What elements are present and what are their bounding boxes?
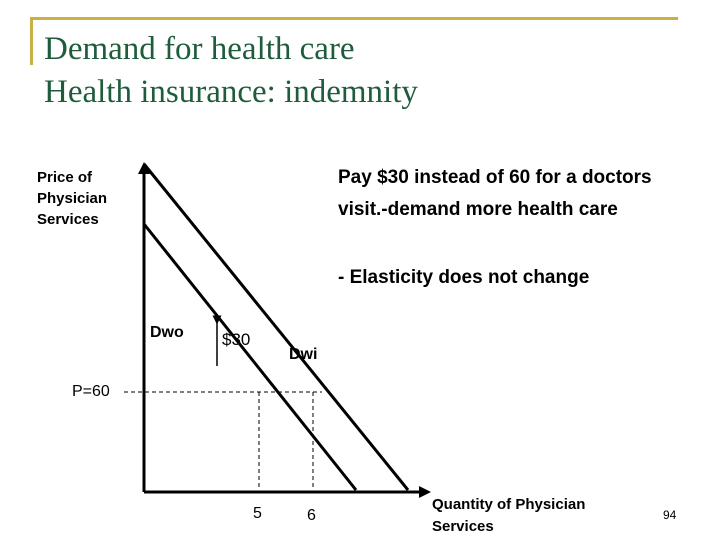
page-number: 94 (663, 508, 677, 522)
note-elasticity: - Elasticity does not change (338, 267, 590, 288)
quantity-label-6: 6 (307, 507, 316, 524)
x-axis-label: Quantity of Physician Services (432, 496, 586, 535)
curve-label-dwi: Dwi (289, 346, 318, 363)
slide-title-line-2: Health insurance: indemnity (44, 74, 418, 110)
price-arrow-label: $30 (222, 330, 251, 349)
curve-label-dwo: Dwo (150, 324, 184, 341)
slide-title-line-1: Demand for health care (44, 31, 355, 67)
quantity-label-5: 5 (253, 505, 262, 522)
y-axis-label: Price of Physician Services (37, 169, 108, 228)
note-demand-more: Pay $30 instead of 60 for a doctors visit.-demand more health care (338, 167, 652, 220)
demand-curve-without-insurance (144, 224, 356, 490)
price-level-label: P=60 (72, 383, 110, 400)
